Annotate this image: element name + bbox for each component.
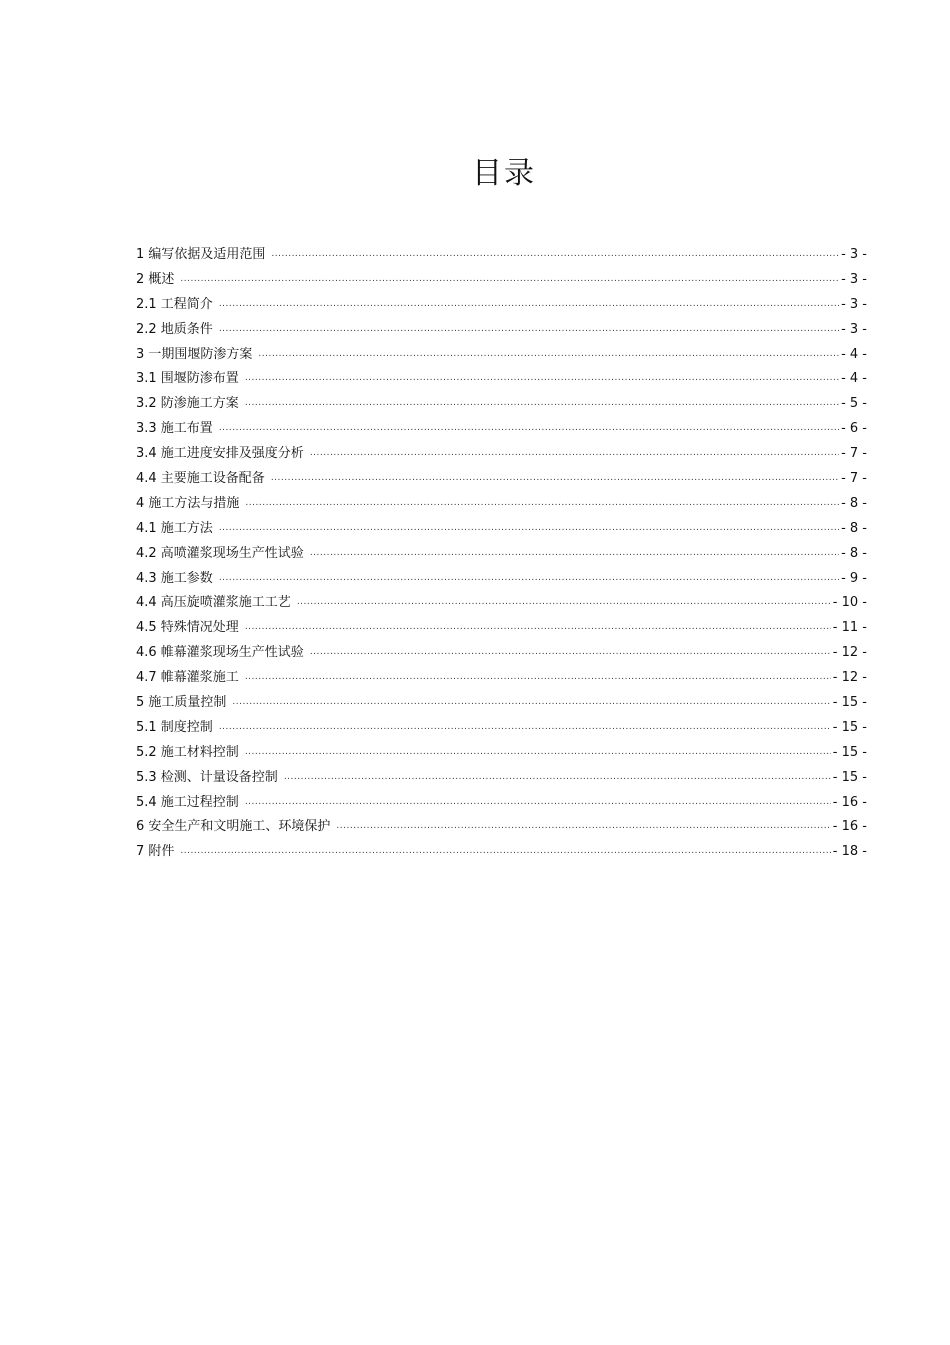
toc-dot-leader (219, 570, 839, 587)
toc-entry-label: 4.4 主要施工设备配备 (136, 471, 265, 487)
toc-entry[interactable] (136, 346, 867, 371)
toc-entry-page: - 5 - (841, 396, 867, 412)
toc-entry-page: - 15 - (832, 769, 867, 785)
toc-dot-leader (297, 594, 831, 611)
toc-dot-leader (245, 495, 839, 512)
toc-entry[interactable] (136, 321, 867, 346)
toc-dot-leader (310, 644, 831, 661)
toc-entry[interactable] (136, 395, 867, 420)
toc-entry-page: - 3 - (841, 321, 867, 337)
toc-entry-page: - 3 - (841, 271, 867, 287)
toc-entry-label: 4.4 高压旋喷灌浆施工工艺 (136, 595, 291, 611)
toc-entry-label: 3.4 施工进度安排及强度分析 (136, 446, 304, 462)
toc-entry-page: - 18 - (832, 844, 867, 860)
toc-entry-page: - 16 - (832, 794, 867, 810)
table-of-contents (136, 246, 867, 868)
toc-entry[interactable] (136, 520, 867, 545)
toc-entry[interactable] (136, 818, 867, 843)
toc-entry-page: - 10 - (832, 595, 867, 611)
toc-entry[interactable] (136, 495, 867, 520)
toc-entry-page: - 8 - (841, 520, 867, 536)
toc-dot-leader (310, 545, 839, 562)
toc-entry-page: - 12 - (832, 670, 867, 686)
toc-entry[interactable] (136, 445, 867, 470)
toc-entry-label: 1 编写依据及适用范围 (136, 247, 266, 262)
page-title: 目录 (472, 156, 536, 191)
toc-entry[interactable] (136, 570, 867, 595)
toc-entry[interactable] (136, 296, 867, 321)
toc-entry-label: 4.1 施工方法 (136, 520, 213, 536)
toc-entry-label: 4.7 帷幕灌浆施工 (136, 670, 239, 686)
toc-entry-label: 6 安全生产和文明施工、环境保护 (136, 819, 331, 835)
toc-entry-page: - 11 - (832, 620, 867, 636)
toc-entry-label: 4.6 帷幕灌浆现场生产性试验 (136, 645, 304, 661)
toc-dot-leader (258, 346, 839, 363)
toc-entry-page: - 6 - (841, 421, 867, 437)
toc-dot-leader (219, 520, 839, 537)
toc-entry[interactable] (136, 769, 867, 794)
toc-entry[interactable] (136, 370, 867, 395)
toc-entry-label: 4.3 施工参数 (136, 570, 213, 586)
toc-entry[interactable] (136, 470, 867, 495)
toc-entry-label: 3 一期围堰防渗方案 (136, 346, 253, 362)
toc-dot-leader (245, 669, 831, 686)
toc-entry-page: - 15 - (832, 695, 867, 711)
toc-entry[interactable] (136, 545, 867, 570)
toc-dot-leader (284, 769, 831, 786)
toc-entry[interactable] (136, 669, 867, 694)
toc-entry-page: - 8 - (841, 495, 867, 511)
toc-entry[interactable] (136, 719, 867, 744)
toc-entry[interactable] (136, 694, 867, 719)
toc-dot-leader (180, 843, 830, 860)
toc-entry-label: 7 附件 (136, 844, 175, 860)
toc-entry-label: 4.2 高喷灌浆现场生产性试验 (136, 545, 304, 561)
toc-dot-leader (219, 420, 839, 437)
toc-entry[interactable] (136, 644, 867, 669)
toc-entry-label: 3.3 施工布置 (136, 421, 213, 437)
toc-entry-page: - 7 - (841, 471, 867, 487)
toc-dot-leader (310, 445, 839, 462)
toc-entry-page: - 15 - (832, 719, 867, 735)
toc-entry[interactable] (136, 794, 867, 819)
toc-entry-page: - 8 - (841, 545, 867, 561)
toc-dot-leader (245, 370, 839, 387)
toc-entry-page: - 9 - (841, 570, 867, 586)
toc-entry-label: 5.3 检测、计量设备控制 (136, 769, 278, 785)
toc-dot-leader (180, 271, 839, 288)
toc-entry-label: 3.2 防渗施工方案 (136, 396, 239, 412)
toc-entry[interactable] (136, 594, 867, 619)
toc-entry-page: - 4 - (841, 346, 867, 362)
toc-entry-page: - 12 - (832, 645, 867, 661)
toc-entry-label: 5.1 制度控制 (136, 719, 213, 735)
toc-entry[interactable] (136, 619, 867, 644)
toc-dot-leader (245, 395, 839, 412)
toc-entry[interactable] (136, 843, 867, 868)
toc-entry-label: 2.2 地质条件 (136, 321, 213, 337)
toc-entry-page: - 16 - (832, 819, 867, 835)
toc-dot-leader (219, 321, 839, 338)
toc-dot-leader (245, 744, 831, 761)
toc-dot-leader (245, 619, 831, 636)
toc-entry-label: 5 施工质量控制 (136, 695, 227, 711)
toc-entry-label: 3.1 围堰防渗布置 (136, 371, 239, 387)
toc-entry-label: 2 概述 (136, 271, 175, 287)
toc-entry-page: - 7 - (841, 446, 867, 462)
toc-dot-leader (219, 719, 831, 736)
toc-entry[interactable] (136, 420, 867, 445)
toc-entry-label: 2.1 工程简介 (136, 296, 213, 312)
toc-entry[interactable] (136, 744, 867, 769)
toc-entry-page: - 4 - (841, 371, 867, 387)
toc-entry-page: - 15 - (832, 744, 867, 760)
toc-dot-leader (232, 694, 830, 711)
toc-dot-leader (271, 470, 839, 487)
toc-entry-label: 4 施工方法与措施 (136, 495, 240, 511)
toc-entry-page: - 3 - (841, 247, 867, 262)
toc-entry-label: 5.2 施工材料控制 (136, 744, 239, 760)
toc-entry-label: 5.4 施工过程控制 (136, 794, 239, 810)
toc-dot-leader (245, 794, 831, 811)
toc-dot-leader (219, 296, 839, 313)
toc-entry-page: - 3 - (841, 296, 867, 312)
toc-dot-leader (336, 818, 830, 835)
toc-entry-label: 4.5 特殊情况处理 (136, 620, 239, 636)
toc-entry[interactable] (136, 271, 867, 296)
toc-entry[interactable] (136, 246, 867, 271)
toc-dot-leader (271, 246, 839, 263)
